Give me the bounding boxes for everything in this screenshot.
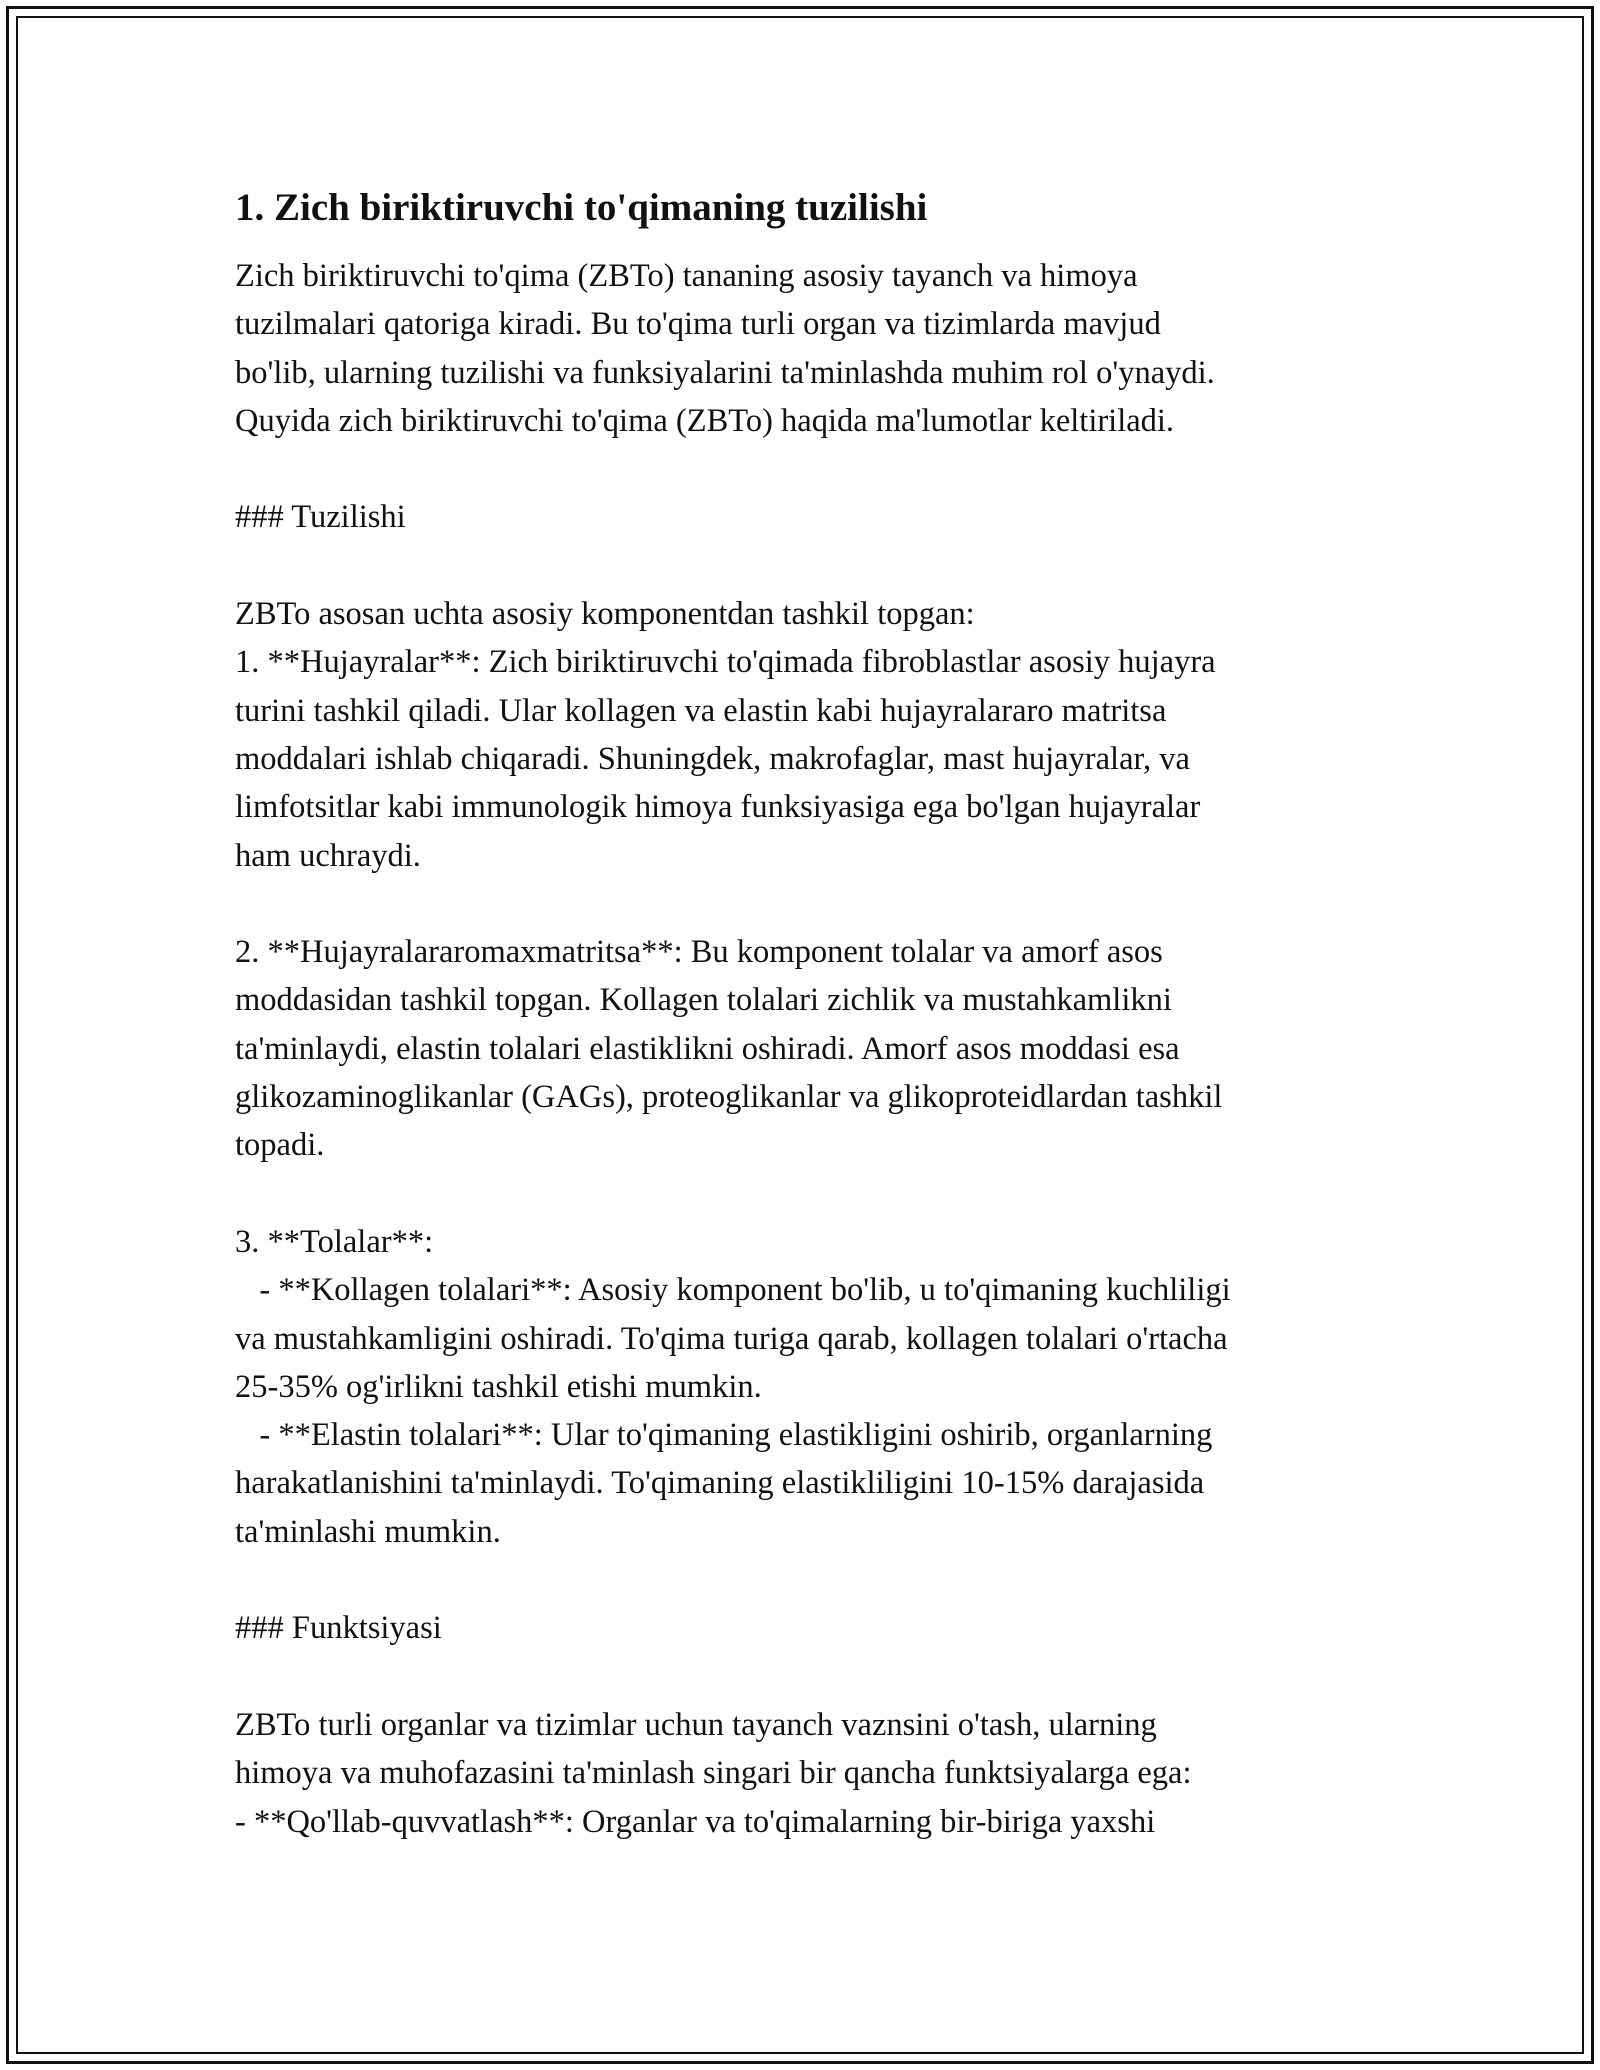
text-line: ZBTo turli organlar va tizimlar uchun tayanch vaznsini o'tash, ularning [235,1706,1157,1743]
blank-line [235,542,1385,590]
text-line: moddasidan tashkil topgan. Kollagen tolalari zichlik va mustahkamlikni [235,982,1172,1019]
text-line: moddalari ishlab chiqaradi. Shuningdek, makrofaglar, mast hujayralar, va [235,740,1190,777]
text-line: - **Qo'llab-quvvatlash**: Organlar va to'qimalarning bir-biriga yaxshi [235,1803,1156,1840]
text-line: - **Elastin tolalari**: Ular to'qimaning elastikligini oshirib, organlarning [235,1417,1213,1454]
text-line: 1. **Hujayralar**: Zich biriktiruvchi to'qimada fibroblastlar asosiy hujayra [235,644,1216,681]
text-line: Zich biriktiruvchi to'qima (ZBTo) tananing asosiy tayanch va himoya [235,258,1138,294]
text-line: ### Funktsiyasi [235,1610,442,1647]
text-line: tuzilmalari qatoriga kiradi. Bu to'qima turli organ va tizimlarda mavjud [235,306,1161,343]
text-line: 3. **Tolalar**: [235,1223,434,1260]
blank-line [235,1653,1385,1701]
blank-line [235,445,1385,493]
blank-line [235,1170,1385,1218]
text-line: - **Kollagen tolalari**: Asosiy komponent bo'lib, u to'qimaning kuchliligi [235,1272,1231,1309]
text-line: ta'minlashi mumkin. [235,1513,501,1550]
text-line: ta'minlaydi, elastin tolalari elastiklikni oshiradi. Amorf asos moddasi esa [235,1030,1180,1067]
blank-line [235,1556,1385,1604]
document-text [235,252,1385,1846]
text-line: glikozaminoglikanlar (GAGs), proteoglikanlar va glikoproteidlardan tashkil [235,1079,1223,1116]
text-line: ham uchraydi. [235,837,421,874]
document-body [235,184,1385,1846]
text-line: topadi. [235,1127,325,1164]
text-line: ### Tuzilishi [235,499,406,536]
text-line: va mustahkamligini oshiradi. To'qima turiga qarab, kollagen tolalari o'rtacha [235,1320,1228,1357]
text-line: harakatlanishini ta'minlaydi. To'qimaning elastikliligini 10-15% darajasida [235,1465,1205,1502]
text-line: limfotsitlar kabi immunologik himoya funksiyasiga ega bo'lgan hujayralar [235,789,1201,826]
text-line: 2. **Hujayralararomaxmatritsa**: Bu komponent tolalar va amorf asos [235,934,1163,971]
blank-line [235,880,1385,928]
text-line: Quyida zich biriktiruvchi to'qima (ZBTo) haqida ma'lumotlar keltiriladi. [235,402,1175,439]
document-title: 1. Zich biriktiruvchi to'qimaning tuzilishi [235,186,928,229]
text-line: bo'lib, ularning tuzilishi va funksiyalarini ta'minlashda muhim rol o'ynaydi. [235,354,1215,391]
text-line: turini tashkil qiladi. Ular kollagen va elastin kabi hujayralararo matritsa [235,692,1167,729]
text-line: 25-35% og'irlikni tashkil etishi mumkin. [235,1368,762,1405]
text-line: himoya va muhofazasini ta'minlash singari bir qancha funktsiyalarga ega: [235,1755,1192,1792]
text-line: ZBTo asosan uchta asosiy komponentdan tashkil topgan: [235,596,975,633]
